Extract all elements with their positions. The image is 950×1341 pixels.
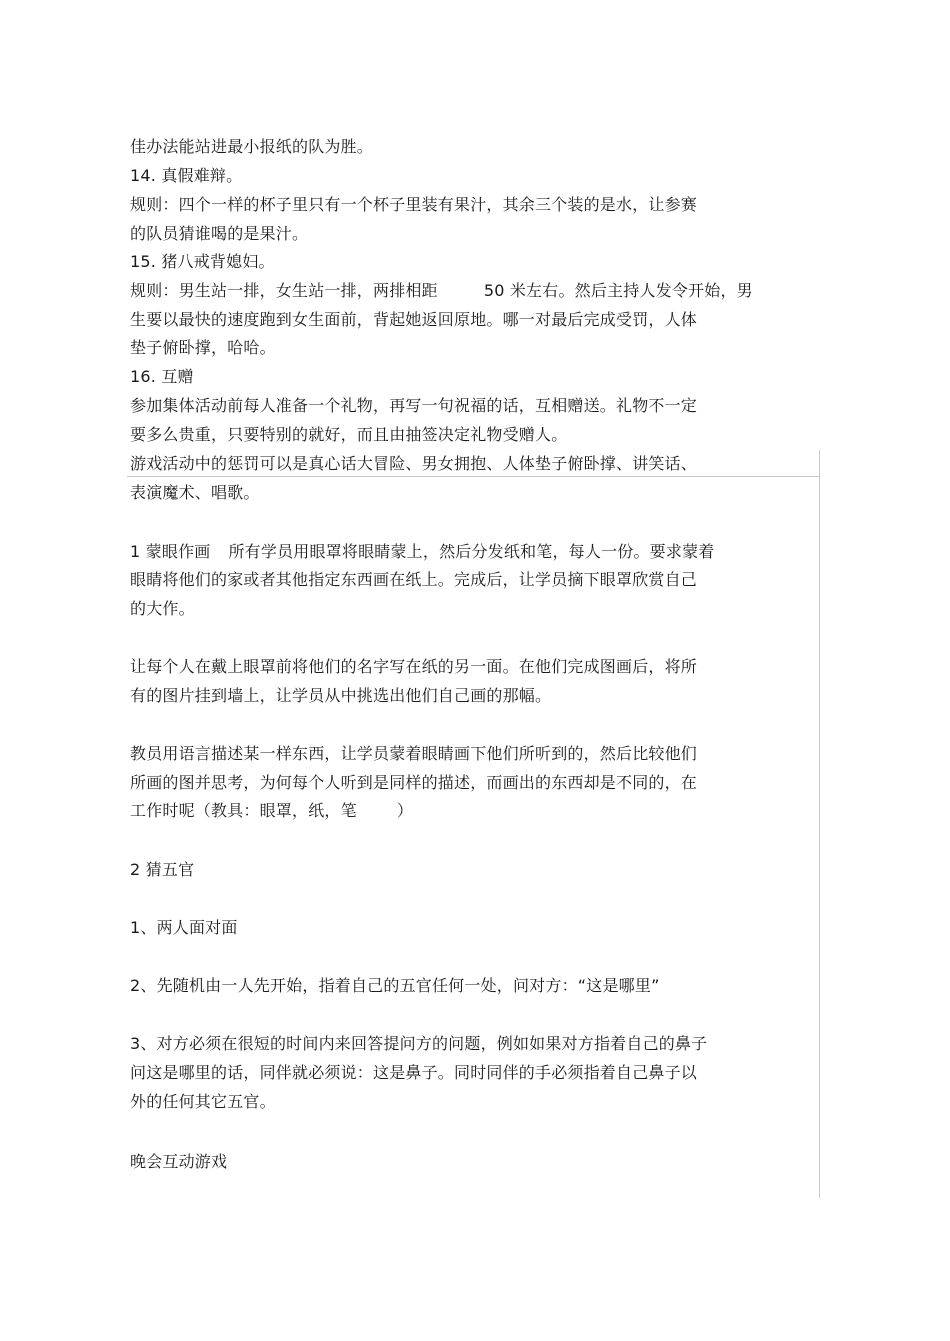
text-line: 参加集体活动前每人准备一个礼物，再写一句祝福的话，互相赠送。礼物不一定: [130, 396, 698, 415]
list-item: 2、先随机由一人先开始，指着自己的五官任何一处，问对方：“这是哪里”: [130, 976, 660, 995]
text-line: 生要以最快的速度跑到女生面前，背起她返回原地。哪一对最后完成受罚，人体: [130, 310, 698, 329]
text-line: 让每个人在戴上眼罩前将他们的名字写在纸的另一面。在他们完成图画后，将所: [130, 657, 698, 676]
text-line: 教员用语言描述某一样东西，让学员蒙着眼睛画下他们所听到的，然后比较他们: [130, 744, 698, 763]
text-line: 佳办法能站进最小报纸的队为胜。: [130, 137, 374, 156]
text-line: 表演魔术、唱歌。: [130, 483, 260, 502]
text-segment: 所有学员用眼罩将眼睛蒙上，然后分发纸和笔，每人一份。要求蒙着: [228, 542, 715, 561]
text-line: [130, 281, 753, 301]
section-title: 1 蒙眼作画: [130, 542, 211, 561]
text-segment: 工作时呢（教具：眼罩，纸，笔: [130, 801, 357, 820]
text-line: 规则：四个一样的杯子里只有一个杯子里装有果汁，其余三个装的是水，让参赛: [130, 195, 698, 214]
text-segment: 50 米左右。然后主持人发令开始，男: [483, 281, 753, 300]
text-line: 外的任何其它五官。: [130, 1092, 276, 1111]
text-line: 的队员猜谁喝的是果汁。: [130, 224, 309, 243]
heading-item-14: 14. 真假难辩。: [130, 166, 243, 185]
list-item: 1、两人面对面: [130, 918, 238, 937]
text-line: 要多么贵重，只要特别的就好，而且由抽签决定礼物受赠人。: [130, 425, 568, 444]
text-line: 所画的图并思考，为何每个人听到是同样的描述，而画出的东西却是不同的，在: [130, 773, 698, 792]
text-line: 有的图片挂到墙上，让学员从中挑选出他们自己画的那幅。: [130, 686, 552, 705]
text-line: [130, 801, 413, 821]
table-border-vertical: [819, 450, 820, 1198]
text-segment: 规则：男生站一排，女生站一排，两排相距: [130, 281, 438, 300]
table-border-horizontal: [127, 476, 820, 477]
heading-item-15: 15. 猪八戒背媳妇。: [130, 252, 275, 271]
heading-item-16: 16. 互赠: [130, 367, 194, 386]
section-title: 2 猜五官: [130, 860, 195, 879]
text-line: 的大作。: [130, 599, 195, 618]
text-line: 问这是哪里的话，同伴就必须说：这是鼻子。同时同伴的手必须指着自己鼻子以: [130, 1063, 698, 1082]
text-line: 垫子俯卧撑，哈哈。: [130, 338, 276, 357]
text-segment: ）: [396, 801, 414, 820]
text-line: 眼睛将他们的家或者其他指定东西画在纸上。完成后，让学员摘下眼罩欣赏自己: [130, 570, 698, 589]
section-title: 晚会互动游戏: [130, 1152, 228, 1171]
text-line: 游戏活动中的惩罚可以是真心话大冒险、男女拥抱、人体垫子俯卧撑、讲笑话、: [130, 454, 698, 473]
list-item: 3、对方必须在很短的时间内来回答提问方的问题，例如如果对方指着自己的鼻子: [130, 1034, 708, 1053]
text-line: [130, 542, 714, 562]
